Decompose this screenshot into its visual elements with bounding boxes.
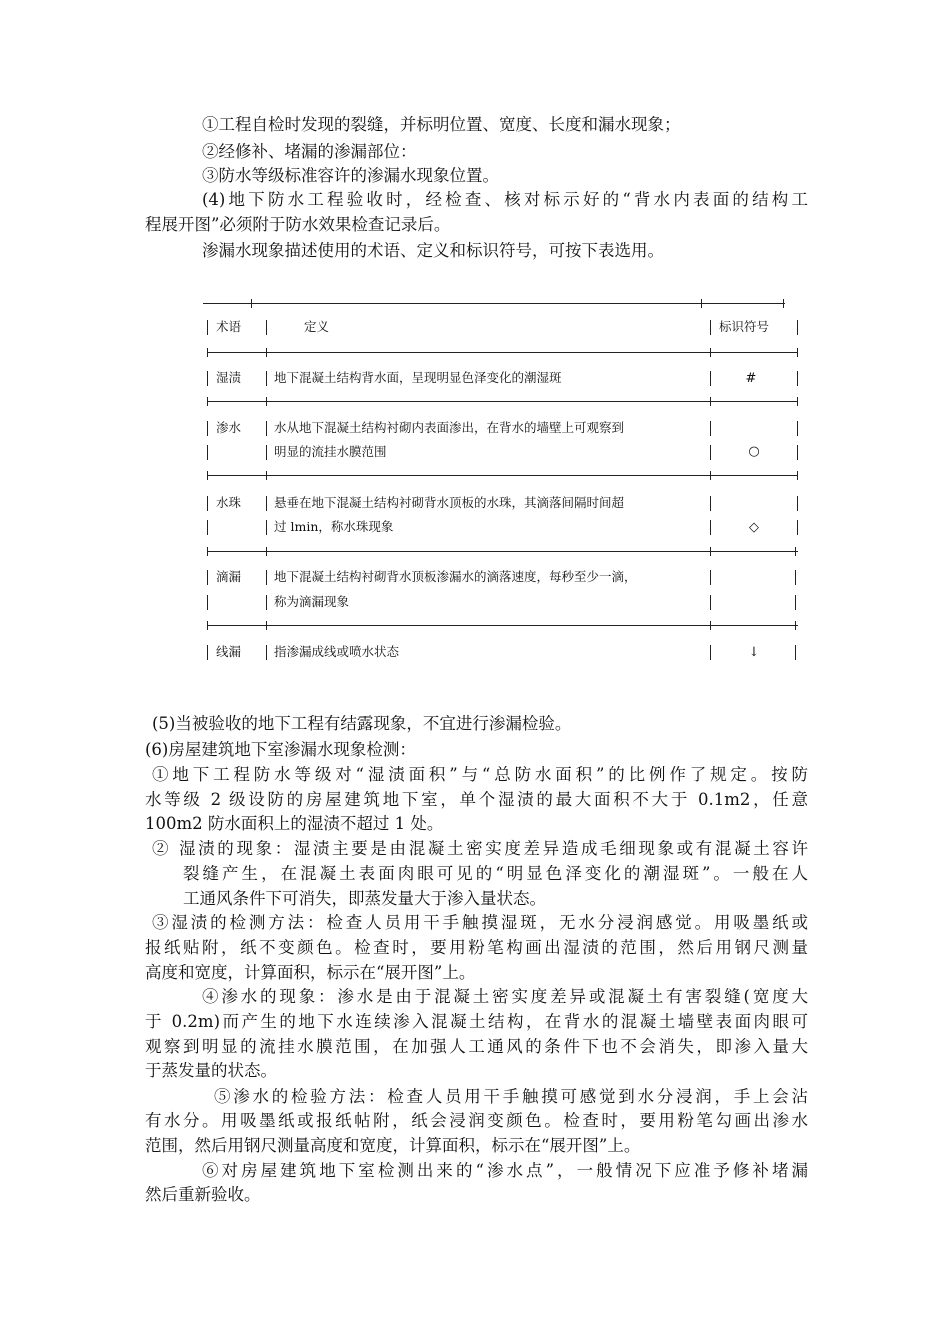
row-definition-cont: 过 lmin，称水珠现象 — [274, 519, 394, 534]
table-bar — [266, 320, 267, 335]
intro-item-4a: (4)地下防水工程验收时，经检查、核对标示好的“背水内表面的结构工 — [202, 190, 808, 209]
check-item-5-cont: 范围，然后用钢尺测量高度和宽度，计算面积，标示在“展开图”上。 — [145, 1136, 641, 1155]
intro-item-2: ②经修补、堵漏的渗漏部位： — [202, 142, 417, 161]
check-item-3-cont: 报纸贴附，纸不变颜色。检查时，要用粉笔构画出湿渍的范围，然后用钢尺测量 — [145, 938, 808, 957]
table-bar — [710, 520, 711, 535]
table-bar — [710, 570, 711, 585]
table-bar — [795, 570, 796, 585]
table-tick — [207, 471, 208, 480]
check-item-2-cont: 工通风条件下可消失，即蒸发量大于渗入量状态。 — [183, 889, 546, 908]
row-definition: 水从地下混凝土结构衬砌内表面渗出，在背水的墙壁上可观察到 — [274, 420, 625, 435]
table-bar — [266, 371, 267, 386]
check-item-4-cont: 于蒸发量的状态。 — [145, 1061, 277, 1080]
header-term: 术语 — [216, 319, 242, 334]
intro-item-1: ①工程自检时发现的裂缝，并标明位置、宽度、长度和漏水现象； — [202, 115, 681, 134]
check-item-4: ④渗水的现象：渗水是由于混凝土密实度差异或混凝土有害裂缝(宽度大 — [202, 987, 808, 1006]
check-item-5: ⑤渗水的检验方法：检查人员用干手触摸可感觉到水分浸润，手上会沾 — [214, 1087, 808, 1106]
table-tick — [266, 348, 267, 357]
table-bar — [266, 645, 267, 660]
table-bar — [710, 445, 711, 460]
row-definition: 指渗漏成线或喷水状态 — [274, 644, 400, 659]
table-bar — [795, 595, 796, 610]
intro-item-5: 渗漏水现象描述使用的术语、定义和标识符号，可按下表选用。 — [202, 241, 664, 260]
table-top-border — [203, 303, 785, 304]
row-definition: 地下混凝土结构衬砌背水顶板渗漏水的滴落速度，每秒至少一滴， — [274, 569, 637, 584]
table-bar — [797, 421, 798, 436]
table-tick — [710, 471, 711, 480]
check-item-5-cont: 有水分。用吸墨纸或报纸帖附，纸会浸润变颜色。检查时，要用粉笔勾画出渗水 — [145, 1111, 808, 1130]
check-item-2-cont: 裂缝产生，在混凝土表面肉眼可见的“明显色泽变化的潮湿斑”。一般在人 — [183, 864, 808, 883]
table-bar — [710, 645, 711, 660]
row-definition-cont: 称为滴漏现象 — [274, 594, 350, 609]
table-tick — [251, 299, 252, 308]
table-bar — [710, 371, 711, 386]
intro-item-3: ③防水等级标准容许的渗漏水现象位置。 — [202, 166, 499, 185]
row-symbol: ◇ — [749, 520, 759, 535]
table-bar — [797, 445, 798, 460]
row-definition: 地下混凝土结构背水面，呈现明显色泽变化的潮湿斑 — [274, 370, 562, 385]
table-bar — [207, 570, 208, 585]
table-tick — [710, 547, 711, 556]
check-item-4-cont: 观察到明显的流挂水膜范围，在加强人工通风的条件下也不会消失，即渗入量大 — [145, 1037, 808, 1056]
table-bar — [710, 595, 711, 610]
table-bar — [795, 645, 796, 660]
table-bar — [207, 520, 208, 535]
table-tick — [795, 547, 796, 556]
table-bar — [207, 645, 208, 660]
table-tick — [266, 547, 267, 556]
table-tick — [710, 621, 711, 630]
check-item-6: ⑥对房屋建筑地下室检测出来的“渗水点”，一般情况下应准予修补堵漏 — [202, 1161, 808, 1180]
table-bar — [797, 520, 798, 535]
table-tick — [266, 471, 267, 480]
table-tick — [207, 547, 208, 556]
table-tick — [797, 348, 798, 357]
header-definition: 定义 — [304, 319, 330, 334]
table-bar — [266, 445, 267, 460]
check-item-1-cont: 100m2 防水面积上的湿渍不超过 1 处。 — [145, 814, 444, 833]
table-tick — [783, 299, 784, 308]
row-symbol: # — [745, 371, 757, 386]
table-tick — [207, 348, 208, 357]
para-6: (6)房屋建筑地下室渗漏水现象检测： — [145, 740, 416, 759]
check-item-4-cont: 于 0.2m)而产生的地下水连续渗入混凝土结构，在背水的混凝土墙壁表面肉眼可 — [145, 1012, 808, 1031]
table-bar — [266, 496, 267, 511]
intro-item-4b: 程展开图”必须附于防水效果检查记录后。 — [145, 215, 451, 234]
table-bar — [207, 371, 208, 386]
table-bar — [266, 520, 267, 535]
row-symbol: ○ — [748, 444, 760, 459]
check-item-1-cont: 水等级 2 级设防的房屋建筑地下室，单个湿渍的最大面积不大于 0.1m2，任意 — [145, 790, 808, 809]
table-tick — [266, 397, 267, 406]
row-term: 滴漏 — [216, 569, 242, 584]
table-bar — [266, 595, 267, 610]
table-tick — [207, 621, 208, 630]
check-item-3: ③湿渍的检测方法：检查人员用干手触摸湿斑，无水分浸润感觉。用吸墨纸或 — [152, 913, 808, 932]
para-5: (5)当被验收的地下工程有结露现象，不宜进行渗漏检验。 — [152, 714, 572, 733]
table-tick — [710, 348, 711, 357]
check-item-2: ② 湿渍的现象：湿渍主要是由混凝土密实度差异造成毛细现象或有混凝土容许 — [152, 839, 808, 858]
table-bar — [207, 320, 208, 335]
table-tick — [797, 471, 798, 480]
row-symbol: ↓ — [748, 645, 760, 660]
check-item-6-cont: 然后重新验收。 — [145, 1185, 261, 1204]
table-tick — [266, 621, 267, 630]
table-tick — [701, 299, 702, 308]
row-definition: 悬垂在地下混凝土结构衬砌背水顶板的水珠，其滴落间隔时间超 — [274, 495, 625, 510]
row-definition-cont: 明显的流挂水膜范围 — [274, 444, 387, 459]
table-bar — [710, 496, 711, 511]
table-bar — [266, 421, 267, 436]
table-bar — [207, 496, 208, 511]
row-term: 水珠 — [216, 495, 242, 510]
row-term: 线漏 — [216, 644, 242, 659]
check-item-3-cont: 高度和宽度，计算面积，标示在“展开图”上。 — [145, 963, 476, 982]
table-tick — [207, 397, 208, 406]
table-tick — [795, 621, 796, 630]
table-tick — [710, 397, 711, 406]
table-bar — [797, 496, 798, 511]
table-bar — [266, 570, 267, 585]
table-bar — [710, 421, 711, 436]
check-item-1: ①地下工程防水等级对“湿渍面积”与“总防水面积”的比例作了规定。按防 — [152, 765, 808, 784]
table-bar — [207, 445, 208, 460]
table-bar — [207, 595, 208, 610]
table-bar — [797, 320, 798, 335]
row-term: 渗水 — [216, 420, 242, 435]
table-tick — [797, 397, 798, 406]
table-bar — [207, 421, 208, 436]
row-term: 湿渍 — [216, 370, 242, 385]
header-symbol: 标识符号 — [719, 319, 770, 334]
table-bar — [797, 371, 798, 386]
table-bar — [710, 320, 711, 335]
